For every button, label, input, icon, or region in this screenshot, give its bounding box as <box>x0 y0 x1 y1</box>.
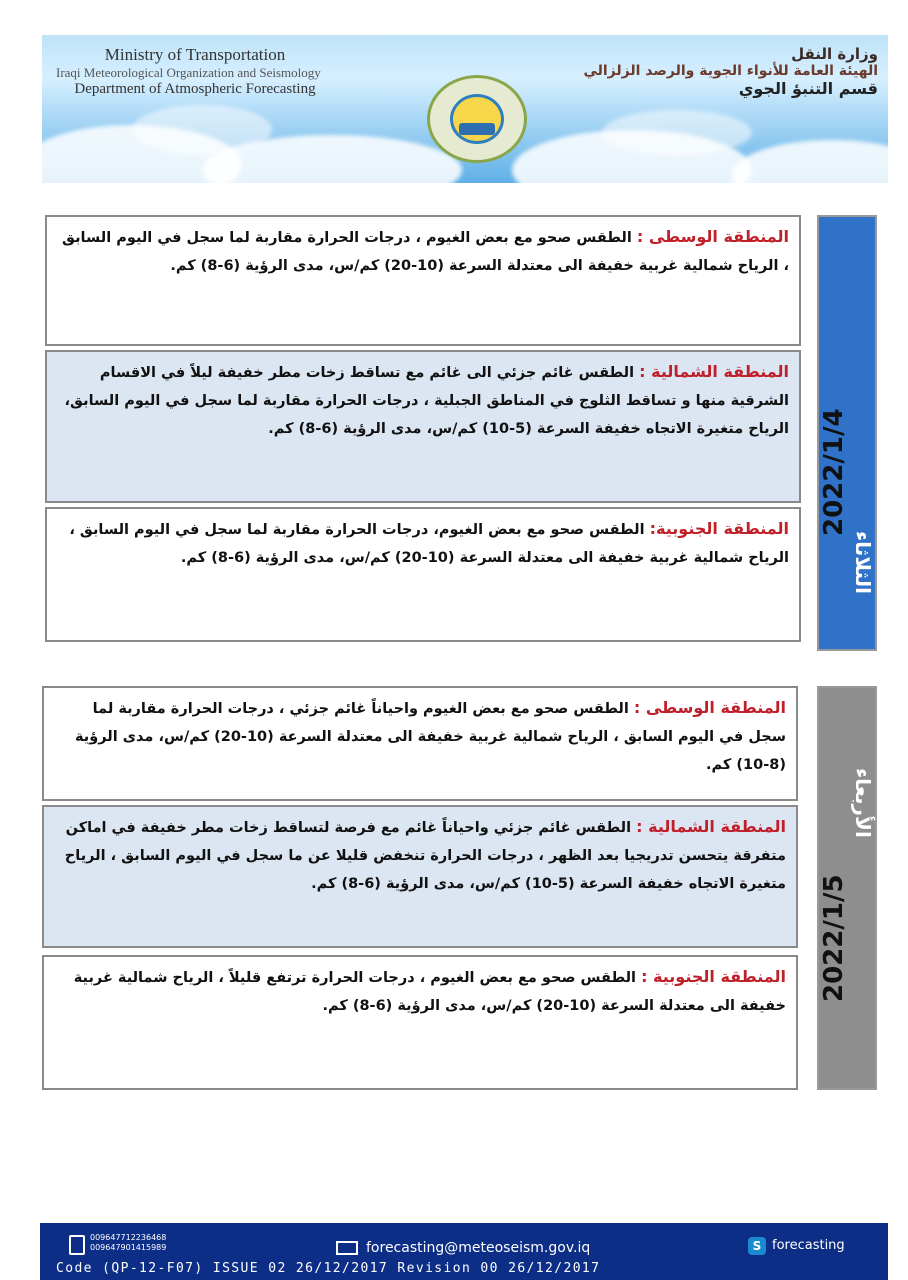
skype-icon: S <box>748 1237 766 1255</box>
region-central-day2 <box>42 686 798 801</box>
region-title: المنطقة الجنوبية : <box>641 967 786 986</box>
phone-icon <box>69 1235 85 1255</box>
phone-numbers <box>90 1233 166 1253</box>
forecast-date: 2022/1/4 <box>819 408 849 536</box>
phone-number: 009647712236468 <box>90 1233 167 1242</box>
region-title: المنطقة الشمالية : <box>636 817 786 836</box>
phone-number: 009647901415989 <box>90 1243 167 1252</box>
email-icon <box>336 1241 358 1255</box>
day-name: الثلاثاء <box>851 530 875 594</box>
footer-contact-bar <box>40 1223 888 1280</box>
forecast-date: 2022/1/5 <box>819 874 849 1002</box>
skype-handle[interactable]: forecasting <box>772 1238 845 1253</box>
region-south-day2 <box>42 955 798 1090</box>
region-title: المنطقة الجنوبية: <box>649 519 789 538</box>
department-name-ar: قسم التنبؤ الجوي <box>738 79 878 98</box>
date-bar-day2 <box>817 686 877 1090</box>
letterhead-banner <box>42 35 888 183</box>
region-forecast-text: الطقس صحو مع بعض الغيوم واحياناً غائم جزئي ، درجات الحرارة مقاربة لما سجل في اليوم السابق ، الرياح شمالية غربية خفيفة الى معتدلة السرعة (10-20) كم/س، مدى الرؤية (8-10) كم. <box>75 701 786 773</box>
document-code: Code (QP-12-F07) ISSUE 02 26/12/2017 Revision 00 26/12/2017 <box>56 1261 601 1276</box>
ministry-name-ar: وزارة النقل <box>791 45 878 63</box>
organization-name-ar: الهيئة العامة للأنواء الجوية والرصد الزلزالي <box>583 63 878 79</box>
region-title: المنطقة الشمالية : <box>639 362 789 381</box>
date-bar-day1 <box>817 215 877 651</box>
organization-logo <box>427 75 527 163</box>
region-forecast-text: الطقس غائم جزئي واحياناً غائم مع فرصة لتساقط زخات مطر خفيفة في اماكن متفرقة يتحسن تدريجيا بعد الظهر ، درجات الحرارة تنخفض قليلا عن ما سجل في اليوم السابق ، الرياح متغيرة الاتجاه خفيفة السرعة (5-10) كم/س، مدى الرؤية (6-8) كم. <box>64 820 786 892</box>
arabic-letterhead <box>548 45 878 98</box>
ministry-name-en: Ministry of Transportation <box>104 45 286 64</box>
day-name: الأربعاء <box>851 768 875 838</box>
region-central-day1 <box>45 215 801 346</box>
organization-name-en: Iraqi Meteorological Organization and Seismology <box>56 65 321 80</box>
department-name-en: Department of Atmospheric Forecasting <box>74 81 316 97</box>
region-forecast-text: الطقس صحو مع بعض الغيوم، درجات الحرارة مقاربة لما سجل في اليوم السابق ، الرياح شمالية غربية خفيفة الى معتدلة السرعة (10-20) كم/س، مدى الرؤية (6-8) كم. <box>69 522 789 566</box>
region-north-day2 <box>42 805 798 948</box>
email-address[interactable]: forecasting@meteoseism.gov.iq <box>366 1240 591 1256</box>
english-letterhead <box>50 45 340 98</box>
region-forecast-text: الطقس غائم جزئي الى غائم مع تساقط زخات مطر خفيفة ليلاً في الاقسام الشرقية منها و تساقط الثلوج في المناطق الجبلية ، درجات الحرارة مقاربة لما سجل في اليوم السابق، الرياح متغيرة الاتجاه خفيفة السرعة (5-10) كم/س، مدى الرؤية (6-8) كم. <box>64 365 789 437</box>
region-forecast-text: الطقس صحو مع بعض الغيوم ، درجات الحرارة مقاربة لما سجل في اليوم السابق ، الرياح شمالية غربية خفيفة الى معتدلة السرعة (10-20) كم/س، مدى الرؤية (6-8) كم. <box>62 230 789 274</box>
region-forecast-text: الطقس صحو مع بعض الغيوم ، درجات الحرارة ترتفع قليلاً ، الرياح شمالية غربية خفيفة الى معتدلة السرعة (10-20) كم/س، مدى الرؤية (6-8) كم. <box>73 970 786 1014</box>
region-title: المنطقة الوسطى : <box>636 227 789 246</box>
region-south-day1 <box>45 507 801 642</box>
region-title: المنطقة الوسطى : <box>633 698 786 717</box>
region-north-day1 <box>45 350 801 503</box>
